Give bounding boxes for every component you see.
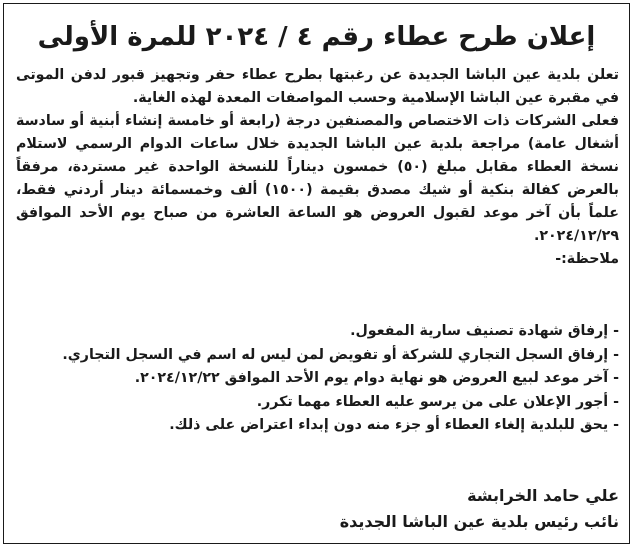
note-item: - آخر موعد لبيع العروض هو نهاية دوام يوم الأحد الموافق ٢٠٢٤/١٢/٢٢.: [134, 370, 619, 386]
note-item: - إرفاق السجل التجاري للشركة أو تفويض لمن ليس له اسم في السجل التجاري.: [62, 346, 619, 363]
announcement-body: [16, 64, 619, 271]
signatory-position: نائب رئيس بلدية عين الباشا الجديدة: [339, 512, 619, 531]
signature-block: [340, 483, 619, 535]
notes-label: ملاحظة:-: [555, 251, 619, 267]
intro-paragraph: تعلن بلدية عين الباشا الجديدة عن رغبتها بطرح عطاء حفر وتجهيز قبور لدفن الموتى في مقبرة عين الباشا الإسلامية وحسب المواصفات المعدة لهذه الغاية.: [16, 67, 619, 106]
conditions-paragraph: فعلى الشركات ذات الاختصاص والمصنفين درجة (رابعة أو خامسة إنشاء أبنية أو سادسة أشغال عامة) مراجعة بلدية عين الباشا الجديدة خلال ساعات الدوام الرسمي لاستلام نسخة العطاء مقابل مبلغ (٥٠) خمسون ديناراً للنسخة الواحدة غير مستردة، مرفقاً بالعرض كفالة بنكية أو شيك مصدق بقيمة (١٥٠٠) ألف وخمسمائة دينار أردني فقط، علماً بأن آخر موعد لقبول العروض هو الساعة العاشرة من صباح يوم الأحد الموافق ٢٠٢٤/١٢/٢٩.: [16, 113, 620, 244]
announcement-title: إعلان طرح عطاء رقم ٤ / ٢٠٢٤ للمرة الأولى: [37, 22, 596, 52]
signatory-name: علي حامد الخرابشة: [467, 486, 619, 505]
notes-list: [16, 320, 619, 438]
note-item: - إرفاق شهادة تصنيف سارية المفعول.: [350, 323, 619, 339]
tender-announcement: [3, 3, 630, 544]
note-item: - أجور الإعلان على من يرسو عليه العطاء مهما تكرر.: [256, 393, 619, 410]
note-item: - يحق للبلدية إلغاء العطاء أو جزء منه دون إبداء اعتراض على ذلك.: [169, 417, 619, 433]
